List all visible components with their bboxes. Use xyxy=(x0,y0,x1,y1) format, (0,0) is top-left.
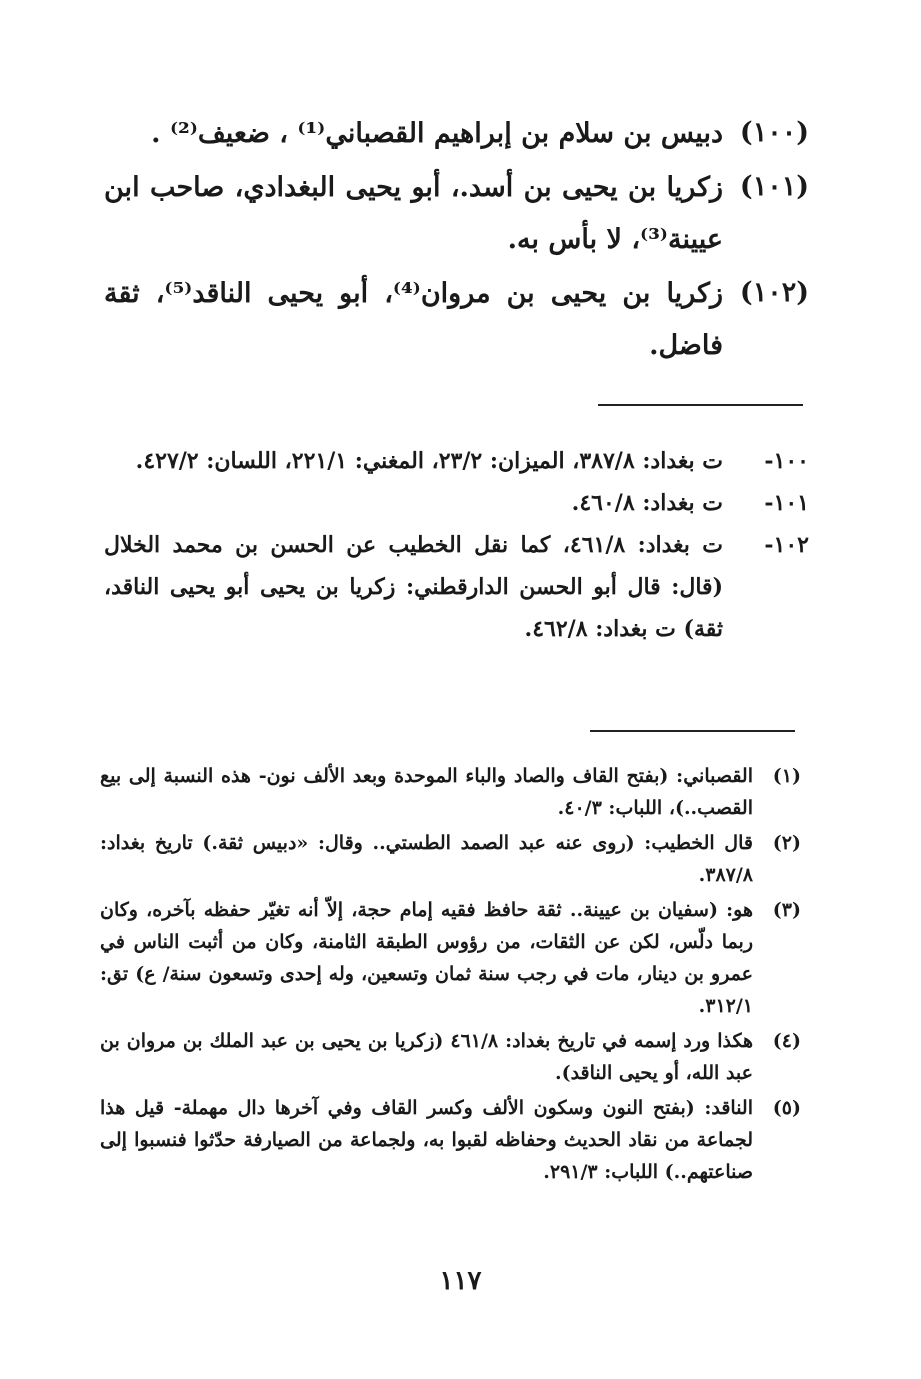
narrator-entry xyxy=(104,108,809,160)
footnote-divider xyxy=(590,730,795,732)
narrator-entry xyxy=(104,162,809,266)
reference-item xyxy=(104,482,809,524)
footnote-text: الناقد: (بفتح النون وسكون الألف وكسر القاف وفي آخرها دال مهملة- قيل هذا لجماعة من نقاد الحديث وحفاظه لقبوا به، ولجماعة من الصيارفة حدّثوا فنسبوا إلى صناعتهم..) اللباب: ٢٩١/٣. xyxy=(100,1097,753,1183)
entry-number: (١٠٠) xyxy=(739,117,809,148)
footnote-item xyxy=(100,760,801,824)
footnote-item xyxy=(100,827,801,891)
narrator-entries xyxy=(104,108,809,374)
footnote-text: قال الخطيب: (روى عنه عبد الصمد الطستي.. وقال: «دبيس ثقة.) تاريخ بغداد: ٣٨٧/٨. xyxy=(100,832,753,886)
footnote-item xyxy=(100,1092,801,1188)
entry-number: (١٠٢) xyxy=(739,277,809,308)
narrator-entry xyxy=(104,268,809,372)
footnote-number: (٢) xyxy=(772,832,801,854)
entry-number: (١٠١) xyxy=(739,171,809,202)
footnote-number: (١) xyxy=(772,765,801,787)
footnote-number: (٤) xyxy=(772,1030,801,1052)
footnote-item xyxy=(100,894,801,1022)
page-number: ١١٧ xyxy=(439,1266,482,1296)
reference-text: ت بغداد: ٤٦٠/٨. xyxy=(571,490,723,516)
section-divider xyxy=(598,404,803,406)
reference-number: ١٠٢- xyxy=(764,532,809,558)
footnote-number: (٣) xyxy=(772,899,801,921)
footnote-text: هو: (سفيان بن عيينة.. ثقة حافظ فقيه إمام حجة، إلاّ أنه تغيّر حفظه بآخره، وكان ربما دلّس، لكن عن الثقات، من رؤوس الطبقة الثامنة، وكان من أثبت الناس في عمرو بن دينار، مات في رجب سنة ثمان وتسعين، وله إحدى وتسعون سنة/ ع) تق: ٣١٢/١. xyxy=(100,899,753,1017)
reference-text: ت بغداد: ٤٦١/٨، كما نقل الخطيب عن الحسن بن محمد الخلال (قال: قال أبو الحسن الدارقطني: زكريا بن يحيى أبو يحيى الناقد، ثقة) ت بغداد: ٤٦٢/٨. xyxy=(104,532,723,642)
footnote-number: (٥) xyxy=(772,1097,801,1119)
footnote-text: هكذا ورد إسمه في تاريخ بغداد: ٤٦١/٨ (زكريا بن يحيى بن عبد الملك بن مروان بن عبد الله، أو يحيى الناقد). xyxy=(100,1030,753,1084)
reference-item xyxy=(104,440,809,482)
reference-number: ١٠١- xyxy=(764,490,809,516)
reference-item xyxy=(104,524,809,650)
entry-text: دبيس بن سلام بن إبراهيم القصباني⁽¹⁾ ، ضعيف⁽²⁾ . xyxy=(151,118,723,149)
entry-text: زكريا بن يحيى بن مروان⁽⁴⁾، أبو يحيى الناقد⁽⁵⁾، ثقة فاضل. xyxy=(104,278,723,361)
entry-text: زكريا بن يحيى بن أسد.، أبو يحيى البغدادي، صاحب ابن عيينة⁽³⁾، لا بأس به. xyxy=(104,172,723,255)
footnotes xyxy=(100,760,801,1191)
reference-number: ١٠٠- xyxy=(764,448,809,474)
source-references xyxy=(104,440,809,650)
reference-text: ت بغداد: ٣٨٧/٨، الميزان: ٢٣/٢، المغني: ٢٢١/١، اللسان: ٤٢٧/٢. xyxy=(135,448,723,474)
footnote-item xyxy=(100,1025,801,1089)
footnote-text: القصباني: (بفتح القاف والصاد والباء الموحدة وبعد الألف نون- هذه النسبة إلى بيع القصب..)، اللباب: ٤٠/٣. xyxy=(100,765,753,819)
